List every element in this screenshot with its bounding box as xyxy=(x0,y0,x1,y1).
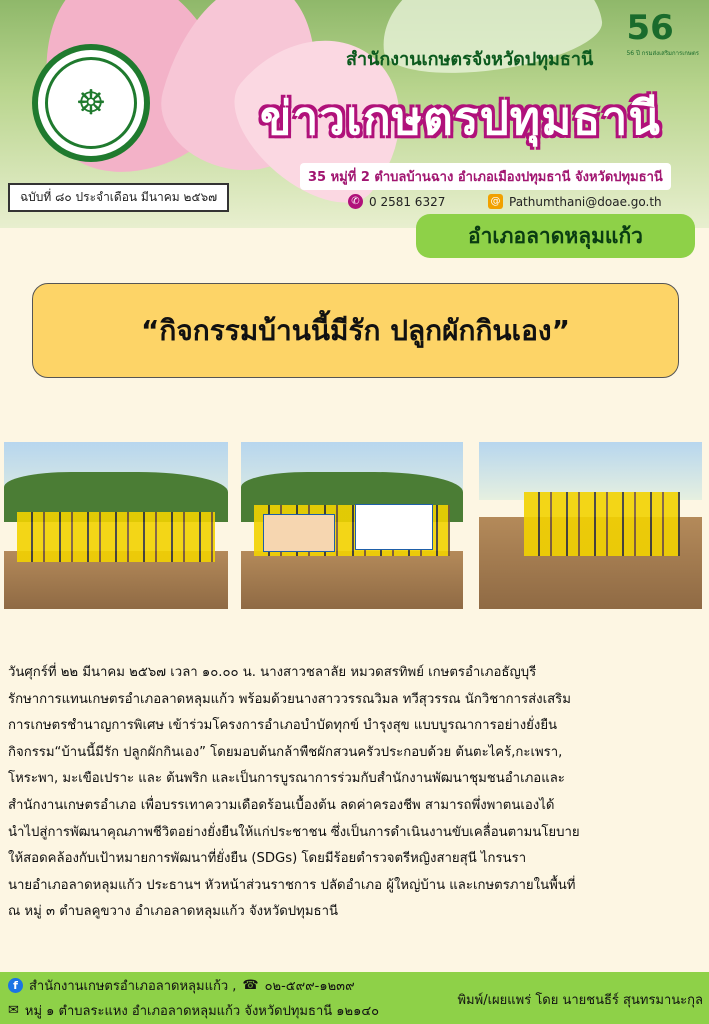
issue-label: ฉบับที่ ๘๐ ประจำเดือน มีนาคม ๒๕๖๗ xyxy=(8,183,229,212)
footer-phone: ๐๒-๕๙๙-๑๒๓๙ xyxy=(264,979,355,994)
body-line: รักษาการแทนเกษตรอำเภอลาดหลุมแก้ว พร้อมด้วยนางสาววรรณวิมล ทวีสุวรรณ นักวิชาการส่งเสริม xyxy=(8,691,571,707)
organization-name: สำนักงานเกษตรจังหวัดปทุมธานี xyxy=(346,49,594,70)
mailbox-icon: ✉ xyxy=(8,1003,19,1018)
photo-people xyxy=(524,492,680,555)
anniversary-number: 56 xyxy=(626,8,674,48)
body-line: ให้สอดคล้องกับเป้าหมายการพัฒนาที่ยั่งยืน (SDGs) โดยมีร้อยตำรวจตรีหญิงสายสุนี ไกรนรา xyxy=(8,851,527,867)
body-line: สำนักงานเกษตรอำเภอ เพื่อบรรเทาความเดือดร้อนเบื้องต้น ลดค่าครองชีพ สามารถพึ่งพาตนเองได้ xyxy=(8,797,555,813)
phone-contact xyxy=(348,194,445,209)
planting-photo xyxy=(479,442,702,609)
facebook-page-name[interactable]: สำนักงานเกษตรอำเภอลาดหลุมแก้ว , xyxy=(29,979,237,994)
banner-photo xyxy=(241,442,463,609)
seal-emblem-icon: ☸ xyxy=(45,57,137,149)
body-line: กิจกรรม“บ้านนี้มีรัก ปลูกผักกินเอง” โดยมอบต้นกล้าพืชผักสวนครัวประกอบด้วย ต้นตะไคร้,กะเพรา, xyxy=(8,744,563,760)
body-line: การเกษตรชำนาญการพิเศษ เข้าร่วมโครงการอำเภอบำบัดทุกข์ บำรุงสุข แบบบูรณาการอย่างยั่งยืน xyxy=(8,718,558,734)
facebook-icon[interactable]: f xyxy=(8,978,23,993)
telephone-icon: ☎ xyxy=(242,978,259,993)
body-line: นายอำเภอลาดหลุมแก้ว ประธานฯ หัวหน้าส่วนราชการ ปลัดอำเภอ ผู้ใหญ่บ้าน และเกษตรภายในพื้นที่ xyxy=(8,877,576,893)
phone-number: 0 2581 6327 xyxy=(369,194,446,209)
body-line: วันศุกร์ที่ ๒๒ มีนาคม ๒๕๖๗ เวลา ๑๐.๐๐ น. นางสาวชลาลัย หมวดสรทิพย์ เกษตรอำเภอธัญบุรี xyxy=(8,665,537,680)
phone-icon: ✆ xyxy=(348,194,363,209)
body-line: โหระพา, มะเขือเปราะ และ ต้นพริก และเป็นการบูรณาการร่วมกับสำนักงานพัฒนาชุมชนอำเภอและ xyxy=(8,771,565,787)
group-photo xyxy=(4,442,228,609)
activity-title: “กิจกรรมบ้านนี้มีรัก ปลูกผักกินเอง” xyxy=(32,283,679,378)
photo-people xyxy=(17,512,214,562)
footer-bar xyxy=(0,972,709,1024)
article-body xyxy=(8,660,702,926)
photo-banner-left xyxy=(263,514,335,552)
anniversary-caption: 56 ปี กรมส่งเสริมการเกษตร xyxy=(626,50,699,57)
photo-ground xyxy=(241,551,463,609)
email-address[interactable]: Pathumthani@doae.go.th xyxy=(509,194,662,209)
body-line: ณ หมู่ ๓ ตำบลคูขวาง อำเภอลาดหลุมแก้ว จังหวัดปทุมธานี xyxy=(8,904,339,920)
masthead-header xyxy=(0,0,709,228)
footer-address: หมู่ ๑ ตำบลระแหง อำเภอลาดหลุมแก้ว จังหวัดปทุมธานี ๑๒๑๔๐ xyxy=(24,1004,380,1019)
anniversary-badge xyxy=(626,8,699,58)
footer-contact-line xyxy=(8,975,355,996)
photo-banner-right xyxy=(355,504,433,550)
masthead-title: ข่าวเกษตรปทุมธานี xyxy=(260,91,661,145)
office-address: 35 หมู่ที่ 2 ตำบลบ้านฉาง อำเภอเมืองปทุมธานี จังหวัดปทุมธานี xyxy=(300,163,671,190)
email-icon: @ xyxy=(488,194,503,209)
footer-address-line xyxy=(8,1000,379,1021)
body-line: นำไปสู่การพัฒนาคุณภาพชีวิตอย่างยั่งยืนให้แก่ประชาชน ซึ่งเป็นการดำเนินงานขับเคลื่อนตามนโยบาย xyxy=(8,824,580,840)
email-contact[interactable] xyxy=(488,194,662,209)
publisher-credit: พิมพ์/เผยแพร่ โดย นายชนธีร์ สุนทรมานะกุล xyxy=(457,993,703,1008)
agency-seal-logo xyxy=(32,44,150,162)
district-label: อำเภอลาดหลุมแก้ว xyxy=(416,214,695,258)
